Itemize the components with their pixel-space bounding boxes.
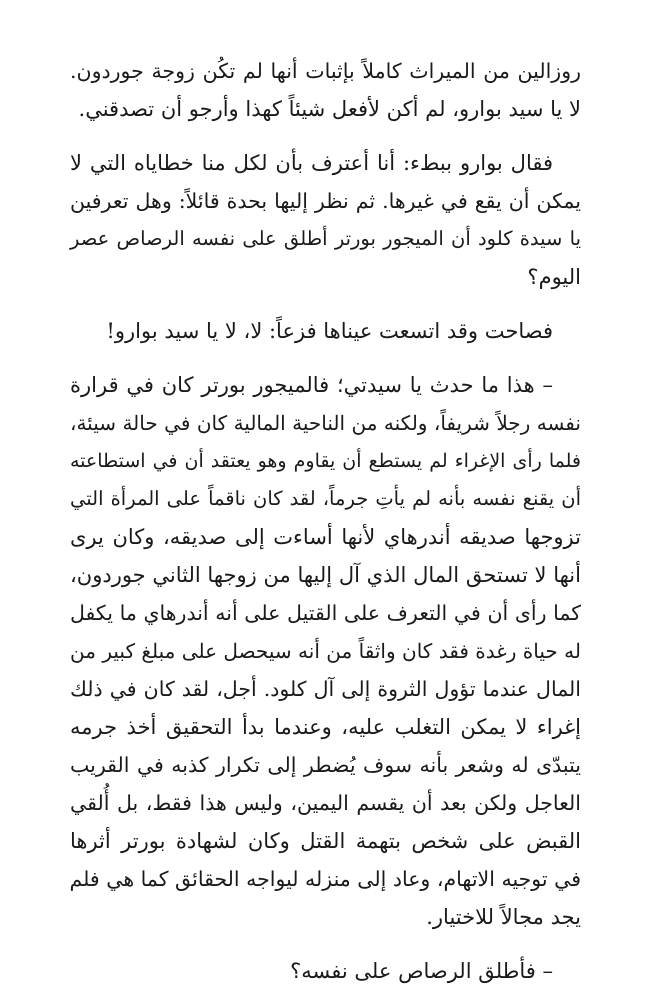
book-page xyxy=(70,52,581,1006)
paragraph-3 xyxy=(70,312,581,350)
text-line: يا سيدة كلود أن الميجور بورتر أطلق على نفسه الرصاص عصر xyxy=(70,227,581,250)
text-line: يتبدّى له وشعر بأنه سوف يُضطر إلى تكرار كذبه في القريب xyxy=(70,753,581,777)
text-line: إغراء لا يمكن التغلب عليه، وعندما بدأ التحقيق أخذ جرمه xyxy=(70,715,581,739)
text-line: يمكن أن يقع في غيرها. ثم نظر إليها بحدة قائلاً: وهل تعرفين xyxy=(70,189,581,213)
paragraph-5 xyxy=(70,952,581,990)
text-line: كما رأى أن في التعرف على القتيل على أنه أندرهاي ما يكفل xyxy=(70,601,581,625)
text-line: أنها لا تستحق المال الذي آل إليها من زوجها الثاني جوردون، xyxy=(70,563,581,587)
text-line: لا يا سيد بوارو، لم أكن لأفعل شيئاً كهذا وأرجو أن تصدقني. xyxy=(78,97,581,121)
text-line: له حياة رغدة فقد كان واثقاً من أنه سيحصل على مبلغ كبير من xyxy=(70,639,581,663)
text-line: فصاحت وقد اتسعت عيناها فزعاً: لا، لا يا سيد بوارو! xyxy=(106,319,553,343)
text-line: العاجل ولكن بعد أن يقسم اليمين، وليس هذا فقط، بل أُلقي xyxy=(70,791,581,815)
paragraph-4 xyxy=(70,366,581,936)
text-line: روزالين من الميراث كاملاً بإثبات أنها لم تكُن زوجة جوردون. xyxy=(70,59,581,83)
text-line: يجد مجالاً للاختيار. xyxy=(426,905,581,929)
text-line: فقال بوارو ببطء: أنا أعترف بأن لكل منا خطاياه التي لا xyxy=(70,151,553,175)
text-line: المال عندما تؤول الثروة إلى آل كلود. أجل، لقد كان في ذلك xyxy=(70,677,581,701)
text-line: – فأطلق الرصاص على نفسه؟ xyxy=(290,959,553,983)
text-line: أن يقنع نفسه بأنه لم يأتِ جرماً، لقد كان ناقماً على المرأة التي xyxy=(70,487,581,510)
paragraph-2 xyxy=(70,144,581,296)
text-line: القبض على شخص بتهمة القتل وكان لشهادة بورتر أثرها xyxy=(70,829,581,853)
text-line: نفسه رجلاً شريفاً، ولكنه من الناحية المالية كان في حالة سيئة، xyxy=(70,411,581,435)
text-line: فلما رأى الإغراء لم يستطع أن يقاوم وهو يعتقد أن في استطاعته xyxy=(70,450,581,472)
text-line: – هذا ما حدث يا سيدتي؛ فالميجور بورتر كان في قرارة xyxy=(70,373,553,397)
text-line: في توجيه الاتهام، وعاد إلى منزله ليواجه الحقائق كما هي فلم xyxy=(69,867,581,891)
text-line: تزوجها صديقه أندرهاي لأنها أساءت إلى صديقه، وكان يرى xyxy=(70,525,581,549)
text-line: اليوم؟ xyxy=(527,265,581,289)
paragraph-1 xyxy=(70,52,581,128)
